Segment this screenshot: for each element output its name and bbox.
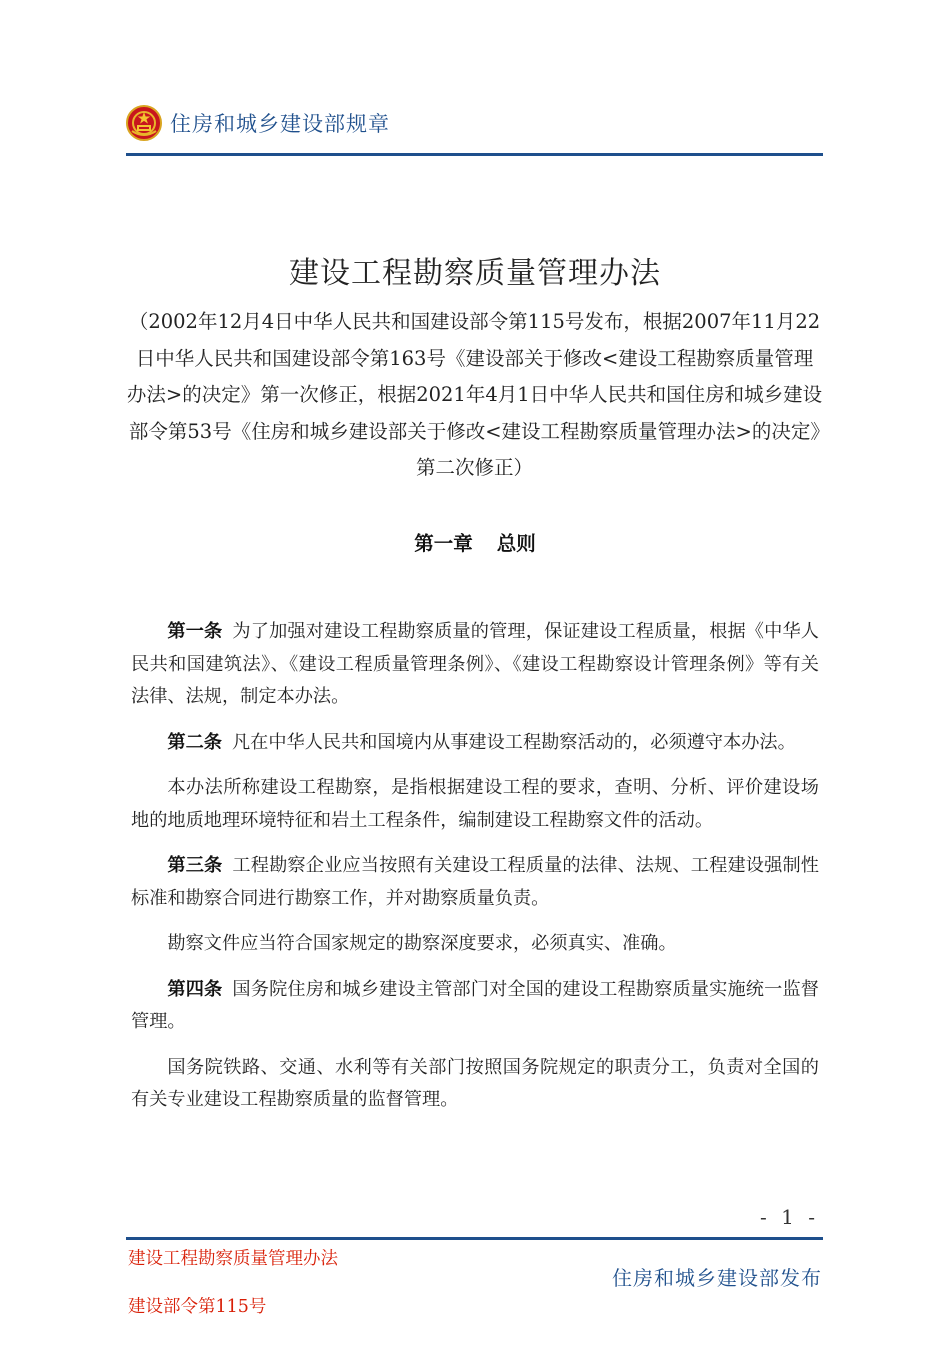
header-rule <box>126 153 823 156</box>
article-paragraph <box>131 727 819 760</box>
document-title: 建设工程勘察质量管理办法 <box>289 256 661 291</box>
article-label: 第四条 <box>167 978 223 1000</box>
article-text: 勘察文件应当符合国家规定的勘察深度要求，必须真实、准确。 <box>167 933 677 954</box>
footer-publisher: 住房和城乡建设部发布 <box>612 1266 822 1290</box>
article-text: 为了加强对建设工程勘察质量的管理，保证建设工程质量，根据《中华人民共和国建筑法》、《建设工程质量管理条例》、《建设工程勘察设计管理条例》等有关法律、法规，制定本办法。 <box>131 621 819 707</box>
article-text: 国务院住房和城乡建设主管部门对全国的建设工程勘察质量实施统一监督管理。 <box>131 978 819 1032</box>
article-text: 工程勘察企业应当按照有关建设工程质量的法律、法规、工程建设强制性标准和勘察合同进行勘察工作，并对勘察质量负责。 <box>131 855 819 909</box>
article-paragraph <box>131 928 819 961</box>
article-label: 第三条 <box>167 855 223 876</box>
article-label: 第一条 <box>167 621 223 642</box>
chapter-number: 第一章 <box>414 532 473 555</box>
chapter-heading <box>0 528 950 556</box>
article-paragraph <box>131 616 819 714</box>
article-text: 国务院铁路、交通、水利等有关部门按照国务院规定的职责分工，负责对全国的有关专业建设工程勘察质量的监督管理。 <box>131 1056 819 1110</box>
article-label: 第二条 <box>167 731 222 753</box>
article-text: 本办法所称建设工程勘察，是指根据建设工程的要求，查明、分析、评价建设场地的地质地理环境特征和岩土工程条件，编制建设工程勘察文件的活动。 <box>131 777 819 831</box>
article-paragraph <box>131 1052 819 1117</box>
header-title: 住房和城乡建设部规章 <box>170 112 390 136</box>
articles-body <box>131 616 819 1130</box>
footer-document-name: 建设工程勘察质量管理办法 <box>128 1249 338 1269</box>
document-subtitle: （2002年12月4日中华人民共和国建设部令第115号发布，根据2007年11月22日中华人民共和国建设部令第163号《建设部关于修改<建设工程勘察质量管理办法>的决定》第一次修正，根据2021年4月1日中华人民共和国住房和城乡建设部令第53号《住房和城乡建设部关于修改<建设工程勘察质量管理办法>的决定》第二次修正） <box>126 310 823 479</box>
footer-rule <box>126 1237 823 1240</box>
article-paragraph <box>131 850 819 915</box>
article-paragraph <box>131 974 819 1039</box>
page-header <box>126 103 390 143</box>
article-text: 凡在中华人民共和国境内从事建设工程勘察活动的，必须遵守本办法。 <box>231 731 796 753</box>
chapter-name: 总则 <box>496 532 536 555</box>
article-paragraph <box>131 772 819 837</box>
footer-order-number: 建设部令第115号 <box>128 1297 267 1317</box>
page-number: - 1 - <box>760 1205 819 1229</box>
national-emblem-icon <box>126 105 162 141</box>
